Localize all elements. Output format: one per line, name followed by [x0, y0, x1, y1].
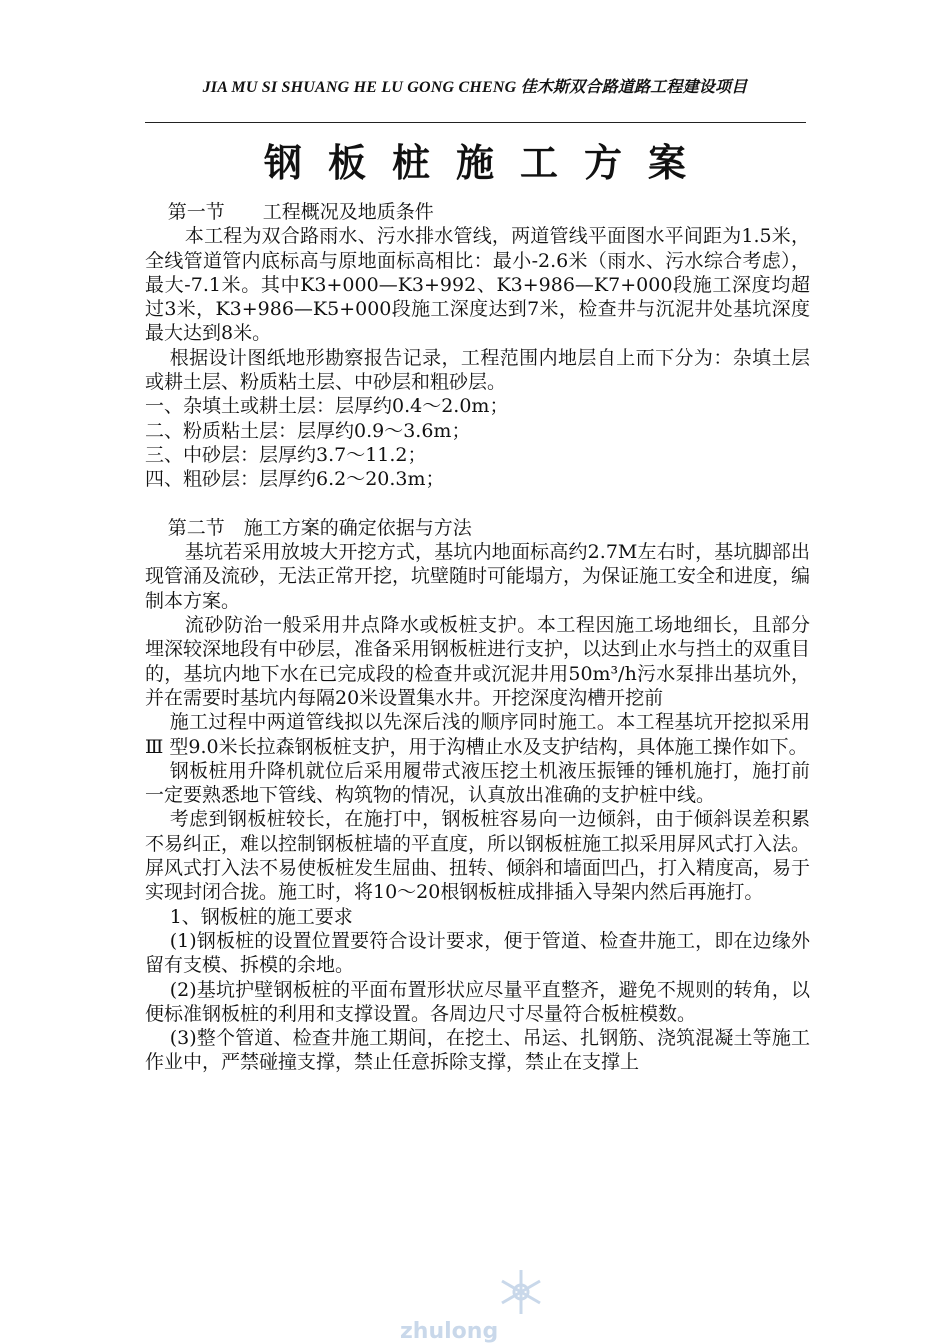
document-header: JIA MU SI SHUANG HE LU GONG CHENG 佳木斯双合路道路工程建设项目	[202, 79, 748, 96]
paragraph: 基坑若采用放坡大开挖方式，基坑内地面标高约2.7M左右时，基坑脚部出现管涌及流砂，无法正常开挖，坑壁随时可能塌方，为保证施工安全和进度，编制本方案。	[145, 541, 811, 612]
paragraph: 考虑到钢板桩较长，在施打中，钢板桩容易向一边倾斜，由于倾斜误差积累不易纠正，难以控制钢板桩墙的平直度，所以钢板桩施工拟采用屏风式打入法。屏风式打入法不易使板桩发生屈曲、扭转、倾斜和墙面凹凸，打入精度高，易于实现封闭合拢。施工时，将10～20根钢板桩成排插入导架内然后再施打。	[145, 808, 811, 904]
list-item: 二、粉质粘土层：层厚约0.9～3.6m；	[145, 419, 471, 442]
section-heading: 第一节 工程概况及地质条件	[167, 201, 434, 223]
list-item: 三、中砂层：层厚约3.7～11.2；	[145, 443, 427, 466]
paragraph: 本工程为双合路雨水、污水排水管线，两道管线平面图水平间距为1.5米，全线管道管内底标高与原地面标高相比：最小-2.6米（雨水、污水综合考虑），最大-7.1米。其中K3+000—K3+992、K3+986—K7+000段施工深度均超过3米，K3+986—K5+000段施工深度达到7米，检查井与沉泥井处基坑深度最大达到8米。	[145, 225, 810, 345]
paragraph: (2)基坑护壁钢板桩的平面布置形状应尽量平直整齐，避免不规则的转角，以便标准钢板桩的利用和支撑设置。各周边尺寸尽量符合板桩模数。	[145, 978, 810, 1025]
section-heading: 第二节 施工方案的确定依据与方法	[167, 516, 472, 539]
watermark-text: zhulong	[400, 1319, 499, 1344]
paragraph: (1)钢板桩的设置位置要符合设计要求，便于管道、检查井施工，即在边缘外留有支模、拆模的余地。	[145, 929, 810, 977]
snowflake-logo-icon	[502, 1270, 540, 1314]
paragraph: 根据设计图纸地形勘察报告记录，工程范围内地层自上而下分为：杂填土层或耕土层、粉质粘土层、中砂层和粗砂层。	[145, 346, 810, 394]
list-item: 四、粗砂层：层厚约6.2～20.3m；	[145, 468, 445, 491]
paragraph: 流砂防治一般采用井点降水或板桩支护。本工程因施工场地细长，且部分埋深较深地段有中砂层，准备采用钢板桩进行支护，以达到止水与挡土的双重目的，基坑内地下水在已完成段的检查井或沉泥井用50m³/h污水泵排出基坑外，并在需要时基坑内每隔20米设置集水井。开挖深度沟槽开挖前	[145, 614, 811, 709]
list-item: 一、杂填土或耕土层：层厚约0.4～2.0m；	[145, 395, 509, 418]
paragraph: (3)整个管道、检查井施工期间，在挖土、吊运、扎钢筋、浇筑混凝土等施工作业中，严禁碰撞支撑，禁止任意拆除支撑，禁止在支撑上	[145, 1027, 810, 1074]
document-title: 钢板桩施工方案	[263, 141, 712, 185]
paragraph: 钢板桩用升降机就位后采用履带式液压挖土机液压振锤的锤机施打，施打前一定要熟悉地下管线、构筑物的情况，认真放出准确的支护桩中线。	[145, 759, 810, 807]
subheading: 1、钢板桩的施工要求	[169, 905, 353, 928]
paragraph: 施工过程中两道管线拟以先深后浅的顺序同时施工。本工程基坑开挖拟采用Ⅲ 型9.0米长拉森钢板桩支护，用于沟槽止水及支护结构，具体施工操作如下。	[145, 711, 810, 758]
